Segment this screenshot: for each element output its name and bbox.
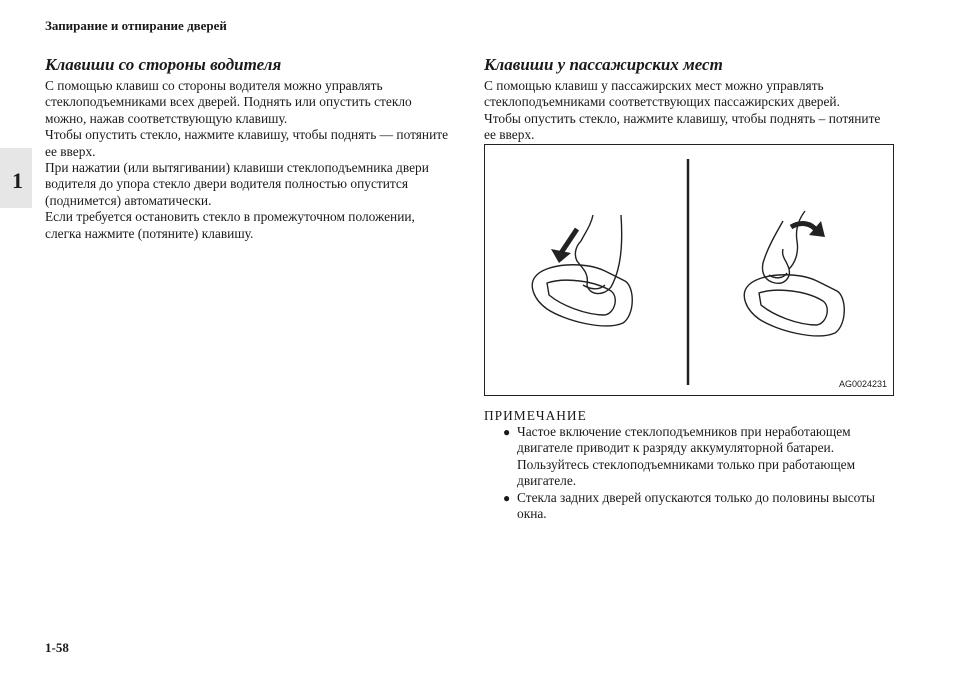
bullet-icon: ● xyxy=(503,425,511,439)
figure-code: AG0024231 xyxy=(838,379,887,389)
finger-outline xyxy=(763,221,790,283)
pull-up-illustration xyxy=(744,211,844,336)
switch-panel xyxy=(532,265,632,326)
text-line: Если требуется остановить стекло в промежуточном положении, xyxy=(45,209,415,225)
window-switch-illustration xyxy=(484,144,894,396)
text-line: ее вверх. xyxy=(484,127,535,143)
driver-switches-section xyxy=(45,54,465,242)
finger-back xyxy=(789,211,805,269)
note-item xyxy=(484,490,904,523)
text-line: двигателе. xyxy=(517,473,577,489)
press-down-illustration xyxy=(532,215,632,326)
driver-switches-heading: Клавиши со стороны водителя xyxy=(45,55,282,74)
text-line: слегка нажмите (потяните) клавишу. xyxy=(45,225,254,241)
bullet-icon: ● xyxy=(503,490,511,505)
running-header: Запирание и отпирание дверей xyxy=(45,18,227,33)
text-line: С помощью клавиш у пассажирских мест можно управлять xyxy=(484,78,824,93)
driver-switches-text xyxy=(45,78,465,242)
illustration-drawing xyxy=(485,145,893,395)
text-line: можно, нажав соответствующую клавишу. xyxy=(45,110,288,126)
page-number: 1-58 xyxy=(45,640,69,655)
text-line: стеклоподъемниками соответствующих пассажирских дверей. xyxy=(484,94,840,110)
note-title: ПРИМЕЧАНИЕ xyxy=(484,408,587,423)
text-line: стеклоподъемниками всех дверей. Поднять или опустить стекло xyxy=(45,94,412,110)
down-arrow-icon xyxy=(551,229,577,263)
passenger-switches-section xyxy=(484,54,904,144)
text-line: При нажатии (или вытягивании) клавиши стеклоподъемника двери xyxy=(45,160,429,176)
fingernail xyxy=(583,285,605,289)
text-line: двигателе приводит к разряду аккумуляторной батареи. xyxy=(517,440,835,456)
text-line: С помощью клавиш со стороны водителя можно управлять xyxy=(45,78,383,93)
note-item xyxy=(484,424,904,490)
text-line: водителя до упора стекло двери водителя полностью опустится xyxy=(45,176,409,192)
switch-panel xyxy=(744,275,844,336)
text-line: окна. xyxy=(517,506,547,522)
switch-key xyxy=(759,290,827,325)
chapter-number: 1 xyxy=(12,168,23,193)
text-line: ее вверх. xyxy=(45,143,96,159)
passenger-switches-heading: Клавиши у пассажирских мест xyxy=(484,55,723,74)
text-line: (поднимется) автоматически. xyxy=(45,192,212,208)
text-line: Чтобы опустить стекло, нажмите клавишу, чтобы поднять – потяните xyxy=(484,110,881,126)
passenger-switches-text xyxy=(484,78,904,144)
note-block xyxy=(484,408,904,522)
text-line: Пользуйтесь стеклоподъемниками только при работающем xyxy=(517,456,856,472)
finger-back xyxy=(581,215,593,241)
text-line: Частое включение стеклоподъемников при неработающем xyxy=(517,424,851,439)
text-line: Стекла задних дверей опускаются только до половины высоты xyxy=(517,489,876,505)
text-line: Чтобы опустить стекло, нажмите клавишу, чтобы поднять — потяните xyxy=(45,127,449,143)
